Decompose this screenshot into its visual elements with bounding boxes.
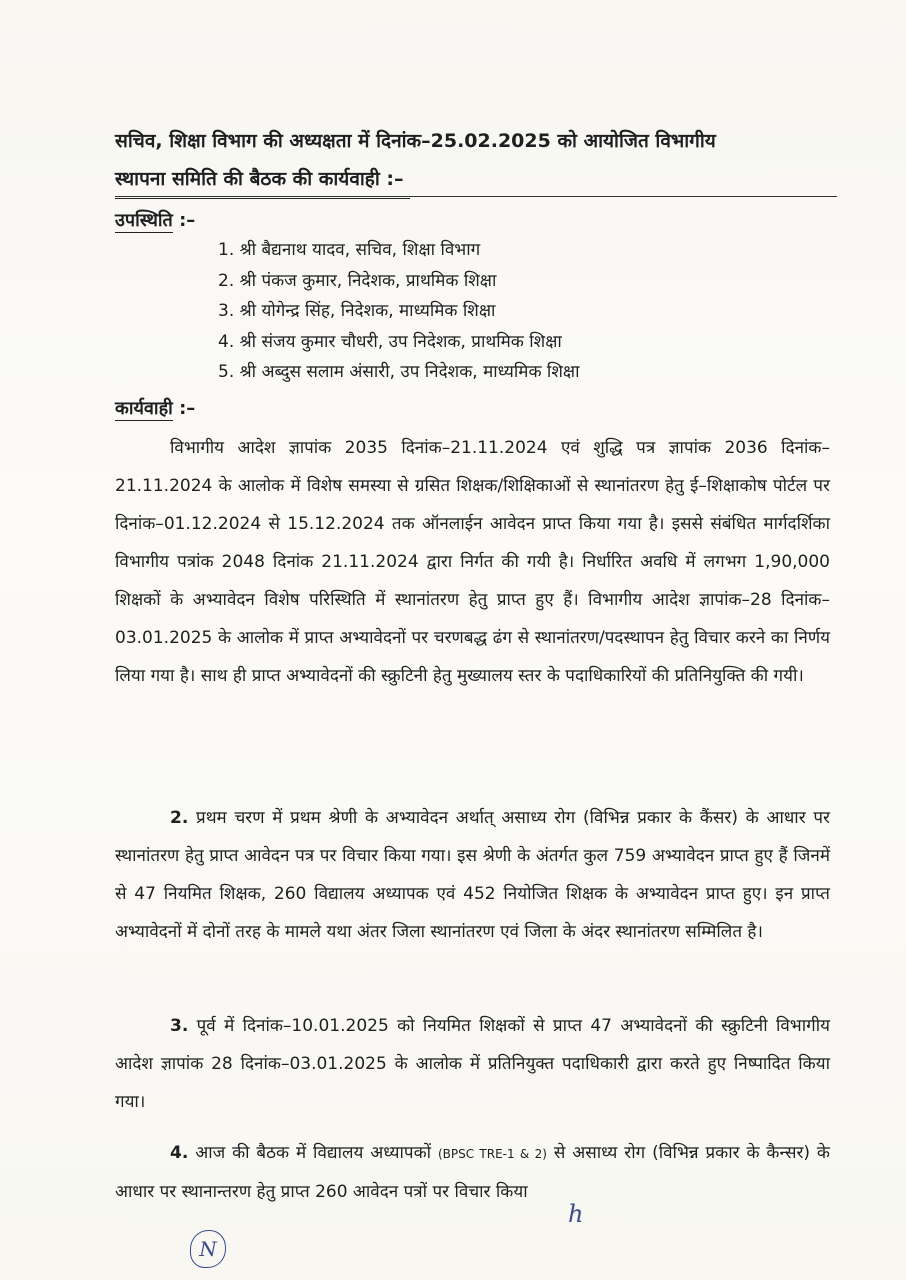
exam-code: (BPSC TRE-1 & 2) [437,1147,547,1161]
proceedings-paragraph-3 [115,1007,830,1121]
document-title [115,122,835,199]
attendance-member: 2. श्री पंकज कुमार, निदेशक, प्राथमिक शिक्षा [218,270,497,291]
attendance-list [218,235,579,388]
paragraph-text: प्रथम चरण में प्रथम श्रेणी के अभ्यावेदन अर्थात् असाध्य रोग (विभिन्न प्रकार के कैंसर) के आधार पर स्थानांतरण हेतु प्राप्त आवेदन पत्र पर विचार किया गया। इस श्रेणी के अंतर्गत कुल 759 अभ्यावेदन प्राप्त हुए हैं जिनमें से 47 नियमित शिक्षक, 260 विद्यालय अध्यापक एवं 452 नियोजित शिक्षक के अभ्यावेदन प्राप्त हुए। इन प्राप्त अभ्यावेदनों में दोनों तरह के मामले यथा अंतर जिला स्थानांतरण एवं जिला के अंदर स्थानांतरण सम्मिलित है। [115,808,830,942]
proceedings-heading [115,396,195,420]
proceedings-paragraph-2 [115,799,830,951]
paragraph-text: पूर्व में दिनांक–10.01.2025 को नियमित शिक्षकों से प्राप्त 47 अभ्यावेदनों की स्क्रुटिनी विभागीय आदेश ज्ञापांक 28 दिनांक–03.01.2025 के आलोक में प्रतिनियुक्त पदाधिकारी द्वारा करते हुए निष्पादित किया गया। [115,1016,830,1112]
attendance-member: 1. श्री बैद्यनाथ यादव, सचिव, शिक्षा विभाग [218,240,481,260]
handwritten-initial: h [568,1200,584,1228]
attendance-member: 4. श्री संजय कुमार चौधरी, उप निदेशक, प्राथमिक शिक्षा [218,331,562,352]
proceedings-heading-label: कार्यवाही [115,398,173,419]
paragraph-number: 2. [170,808,189,828]
paragraph-text: से असाध्य रोग (विभिन्न प्रकार के कैन्सर) के आधार पर स्थानान्तरण हेतु प्राप्त 260 आवेदन पत्रों पर विचार किया [115,1143,830,1202]
paragraph-number: 3. [170,1016,189,1036]
proceedings-paragraph-1: विभागीय आदेश ज्ञापांक 2035 दिनांक–21.11.2024 एवं शुद्धि पत्र ज्ञापांक 2036 दिनांक–21.11.2024 के आलोक में विशेष समस्या से ग्रसित शिक्षक/शिक्षिकाओं से स्थानांतरण हेतु ई–शिक्षाकोष पोर्टल पर दिनांक–01.12.2024 से 15.12.2024 तक ऑनलाईन आवेदन प्राप्त किया गया है। इससे संबंधित मार्गदर्शिका विभागीय पत्रांक 2048 दिनांक 21.11.2024 द्वारा निर्गत की गयी है। निर्धारित अवधि में लगभग 1,90,000 शिक्षकों के अभ्यावेदन विशेष परिस्थिति में स्थानांतरण हेतु प्राप्त हुए हैं। विभागीय आदेश ज्ञापांक–28 दिनांक–03.01.2025 के आलोक में प्राप्त अभ्यावेदनों पर चरणबद्ध ढंग से स्थानांतरण/पदस्थापन हेतु विचार करने का निर्णय लिया गया है। साथ ही प्राप्त अभ्यावेदनों की स्क्रुटिनी हेतु मुख्यालय स्तर के पदाधिकारियों की प्रतिनियुक्ति की गयी। [115,438,830,686]
proceedings-heading-suffix: :– [172,398,196,419]
handwritten-circled-mark: N [190,1230,226,1268]
title-divider [115,196,837,197]
attendance-member: 5. श्री अब्दुस सलाम अंसारी, उप निदेशक, माध्यमिक शिक्षा [218,362,580,382]
attendance-heading-suffix: :– [172,210,196,231]
attendance-member: 3. श्री योगेन्द्र सिंह, निदेशक, माध्यमिक शिक्षा [218,301,496,321]
title-line-1: सचिव, शिक्षा विभाग की अध्यक्षता में दिनांक–25.02.2025 को आयोजित विभागीय [115,130,716,152]
paragraph-number: 4. [170,1143,189,1163]
proceedings-paragraph-4 [115,1134,830,1211]
attendance-heading-label: उपस्थिति [115,210,173,231]
paragraph-text: आज की बैठक में विद्यालय अध्यापकों [188,1143,438,1163]
title-line-2: स्थापना समिति की बैठक की कार्यवाही :– [115,160,410,199]
attendance-heading [115,208,195,232]
